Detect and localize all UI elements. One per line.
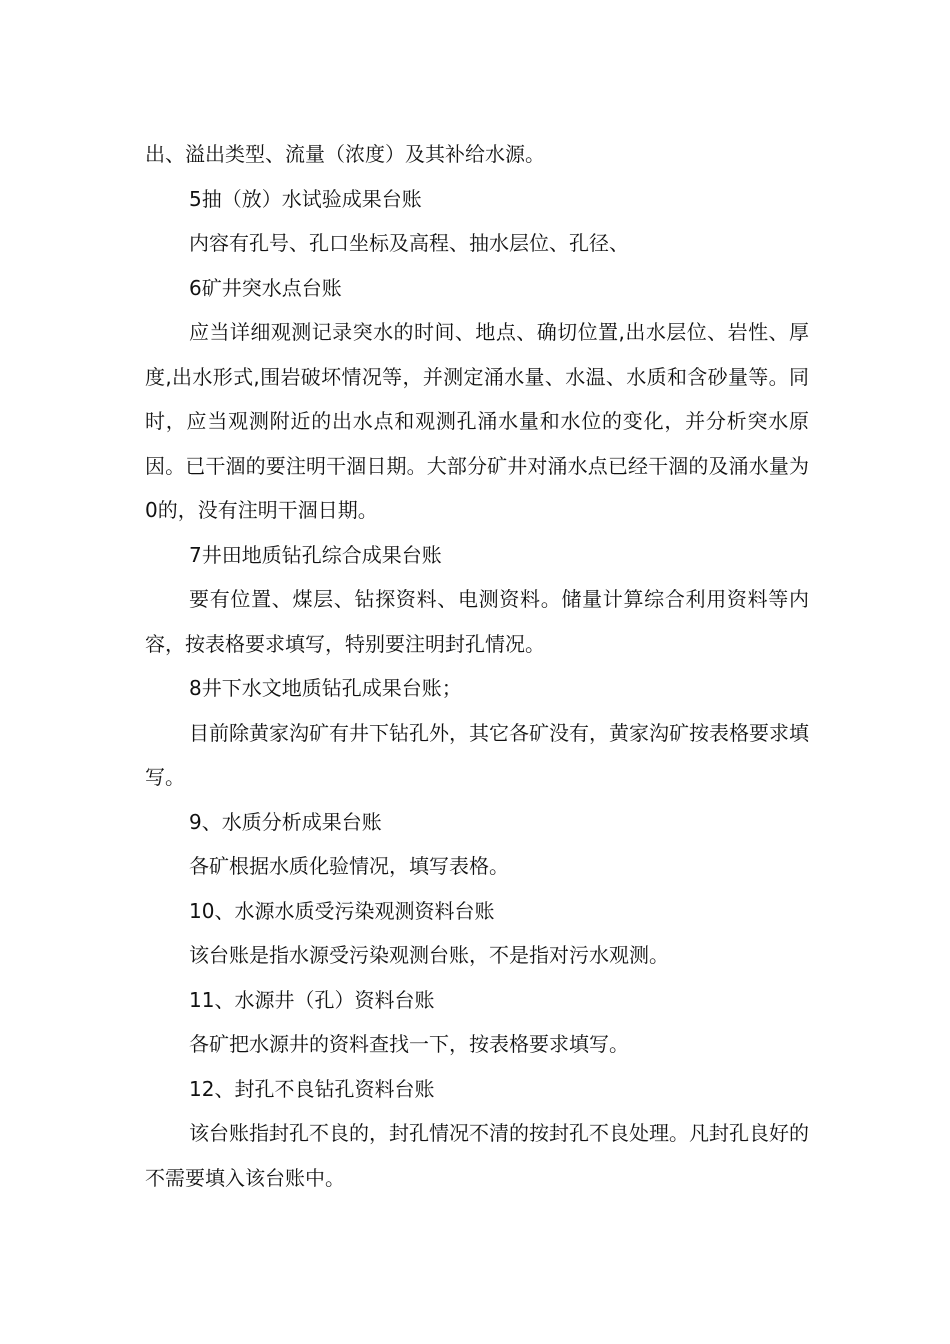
paragraph-item-11: 各矿把水源井的资料查找一下，按表格要求填写。 — [189, 1032, 629, 1056]
paragraph-item-10: 该台账是指水源受污染观测台账，不是指对污水观测。 — [189, 943, 669, 967]
paragraph-item-5: 内容有孔号、孔口坐标及高程、抽水层位、孔径、 — [189, 231, 629, 255]
paragraph-item-7: 要有位置、煤层、钻探资料、电测资料。储量计算综合利用资料等内容，按表格要求填写，特别要注明封孔情况。 — [145, 587, 809, 656]
heading-item-11: 11、水源井（孔）资料台账 — [189, 987, 435, 1012]
heading-item-12: 12、封孔不良钻孔资料台账 — [189, 1076, 435, 1101]
heading-item-6: 6矿井突水点台账 — [189, 275, 342, 300]
heading-item-10: 10、水源水质受污染观测资料台账 — [189, 898, 495, 923]
heading-item-5: 5抽（放）水试验成果台账 — [189, 186, 422, 211]
heading-item-9: 9、水质分析成果台账 — [189, 809, 382, 834]
paragraph-item-12: 该台账指封孔不良的，封孔情况不清的按封孔不良处理。凡封孔良好的不需要填入该台账中。 — [145, 1121, 809, 1190]
paragraph-item-6: 应当详细观测记录突水的时间、地点、确切位置,出水层位、岩性、厚度,出水形式,围岩破坏情况等，并测定涌水量、水温、水质和含砂量等。同时，应当观测附近的出水点和观测孔涌水量和水位的变化，并分析突水原因。已干涸的要注明干涸日期。大部分矿井对涌水点已经干涸的及涌水量为0的，没有注明干涸日期。 — [145, 320, 809, 522]
heading-item-8: 8井下水文地质钻孔成果台账； — [189, 676, 462, 700]
paragraph-item-9: 各矿根据水质化验情况，填写表格。 — [189, 854, 509, 878]
document-body — [145, 132, 809, 1200]
paragraph-continuation: 出、溢出类型、流量（浓度）及其补给水源。 — [145, 142, 545, 166]
heading-item-7: 7井田地质钻孔综合成果台账 — [189, 542, 442, 567]
paragraph-item-8: 目前除黄家沟矿有井下钻孔外，其它各矿没有，黄家沟矿按表格要求填写。 — [145, 720, 809, 789]
